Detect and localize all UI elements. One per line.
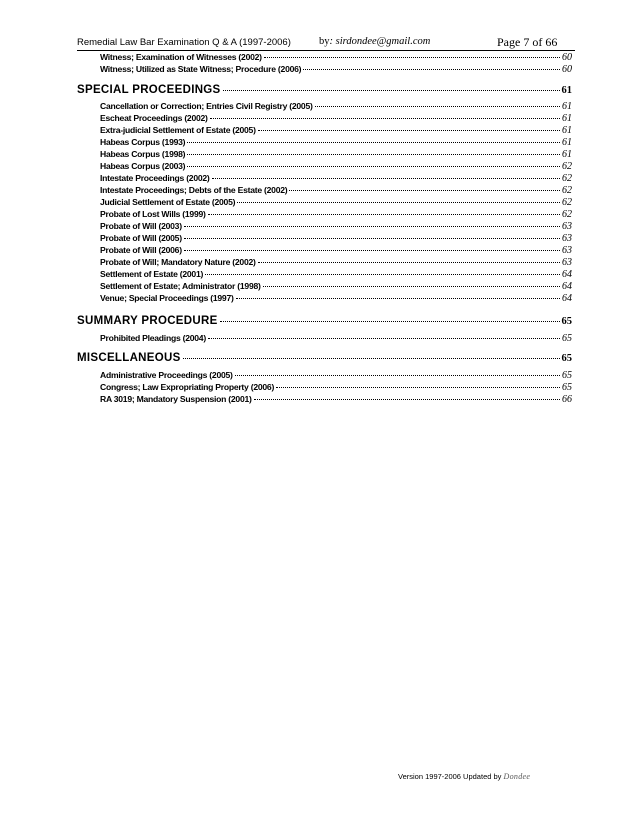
toc-page-number: 62 [562,173,572,184]
page-number: Page 7 of 66 [497,35,558,49]
dot-leader [258,261,560,263]
toc-page-number: 63 [562,257,572,268]
dot-leader [208,213,560,215]
toc-page-number: 62 [562,197,572,208]
toc-page-number: 64 [562,269,572,280]
toc-entry-label: Intestate Proceedings; Debts of the Estate (2002) [100,185,288,195]
toc-entry[interactable] [100,125,572,137]
toc-page-number: 61 [562,137,572,148]
toc-page-number: 65 [562,382,572,393]
dot-leader [223,89,560,91]
page-footer [398,772,530,781]
toc-section-label: SUMMARY PROCEDURE [77,315,218,327]
dot-leader [187,141,560,143]
toc-page-number: 65 [561,316,572,327]
toc-entry[interactable] [100,197,572,209]
toc-entry[interactable] [100,257,572,269]
toc-entry-label: Intestate Proceedings (2002) [100,173,210,183]
toc-entry-label: Settlement of Estate; Administrator (1998) [100,281,261,291]
dot-leader [210,117,560,119]
toc-entry[interactable] [100,233,572,245]
toc-section-label: MISCELLANEOUS [77,352,181,364]
toc-page-number: 61 [561,85,572,96]
dot-leader [237,201,560,203]
toc-section-label: SPECIAL PROCEEDINGS [77,84,221,96]
dot-leader [208,337,560,339]
toc-entry[interactable] [100,149,572,161]
page-header [77,35,575,51]
by-label: by [319,36,330,47]
dot-leader [263,285,560,287]
toc-page-number: 60 [562,52,572,63]
dot-leader [276,386,560,388]
toc-entry-label: Judicial Settlement of Estate (2005) [100,197,236,207]
toc-page-number: 63 [562,245,572,256]
toc-entry[interactable] [100,333,572,345]
toc-entry-label: Escheat Proceedings (2002) [100,113,208,123]
dot-leader [187,165,560,167]
toc-entry-label: Prohibited Pleadings (2004) [100,333,206,343]
toc-entry-label: Probate of Will; Mandatory Nature (2002) [100,257,256,267]
dot-leader [184,237,560,239]
toc-page-number: 62 [562,161,572,172]
dot-leader [187,153,560,155]
toc-page-number: 64 [562,293,572,304]
toc-entry[interactable] [100,209,572,221]
toc-page-number: 66 [562,394,572,405]
toc-entry[interactable] [100,185,572,197]
toc-entry-label: Probate of Will (2005) [100,233,182,243]
toc-entry-label: Probate of Will (2003) [100,221,182,231]
toc-entry-label: RA 3019; Mandatory Suspension (2001) [100,394,252,404]
dot-leader [303,68,560,70]
dot-leader [236,297,560,299]
dot-leader [315,105,560,107]
toc-entry-label: Venue; Special Proceedings (1997) [100,293,234,303]
toc-entry-label: Habeas Corpus (2003) [100,161,186,171]
toc-entry[interactable] [100,161,572,173]
toc-page-number: 65 [562,370,572,381]
toc-entry[interactable] [100,269,572,281]
toc-page-number: 65 [561,353,572,364]
dot-leader [254,398,560,400]
toc-entry-label: Settlement of Estate (2001) [100,269,204,279]
toc-page-number: 61 [562,101,572,112]
document-title: Remedial Law Bar Examination Q & A (1997-2006) [77,37,291,48]
toc-section-heading[interactable] [77,84,572,99]
toc-page-number: 62 [562,209,572,220]
dot-leader [264,56,560,58]
footer-signature: Dondee [503,772,531,781]
dot-leader [183,357,560,359]
toc-page-number: 61 [562,125,572,136]
author-email: : sirdondee@gmail.com [329,36,431,47]
toc-entry-label: Extra-judicial Settlement of Estate (2005) [100,125,256,135]
toc-entry[interactable] [100,173,572,185]
dot-leader [235,374,560,376]
toc-entry[interactable] [100,64,572,76]
toc-entry[interactable] [100,370,572,382]
toc-entry-label: Habeas Corpus (1993) [100,137,186,147]
dot-leader [289,189,560,191]
dot-leader [220,320,560,322]
toc-entry[interactable] [100,394,572,406]
toc-entry-label: Habeas Corpus (1998) [100,149,186,159]
toc-page-number: 62 [562,185,572,196]
toc-entry-label: Cancellation or Correction; Entries Civil Registry (2005) [100,101,313,111]
toc-section-heading[interactable] [77,315,572,330]
toc-page-number: 65 [562,333,572,344]
dot-leader [212,177,560,179]
toc-entry-label: Witness; Examination of Witnesses (2002) [100,52,262,62]
toc-entry[interactable] [100,137,572,149]
toc-entry[interactable] [100,52,572,64]
toc-section-heading[interactable] [77,352,572,367]
dot-leader [258,129,560,131]
toc-entry-label: Witness; Utilized as State Witness; Procedure (2006) [100,64,302,74]
author-line [319,36,430,47]
toc-entry[interactable] [100,245,572,257]
toc-entry[interactable] [100,101,572,113]
toc-entry[interactable] [100,221,572,233]
dot-leader [184,225,560,227]
toc-entry-label: Administrative Proceedings (2005) [100,370,233,380]
dot-leader [184,249,560,251]
footer-version: Version 1997-2006 Updated by [398,772,502,781]
toc-page-number: 63 [562,221,572,232]
toc-entry[interactable] [100,293,572,305]
toc-page-number: 61 [562,149,572,160]
toc-entry[interactable] [100,382,572,394]
toc-page-number: 60 [562,64,572,75]
toc-page-number: 61 [562,113,572,124]
toc-entry[interactable] [100,113,572,125]
toc-entry[interactable] [100,281,572,293]
toc-entry-label: Probate of Will (2006) [100,245,182,255]
toc-page-number: 63 [562,233,572,244]
dot-leader [205,273,560,275]
toc-entry-label: Probate of Lost Wills (1999) [100,209,206,219]
toc-page-number: 64 [562,281,572,292]
toc-entry-label: Congress; Law Expropriating Property (2006) [100,382,275,392]
